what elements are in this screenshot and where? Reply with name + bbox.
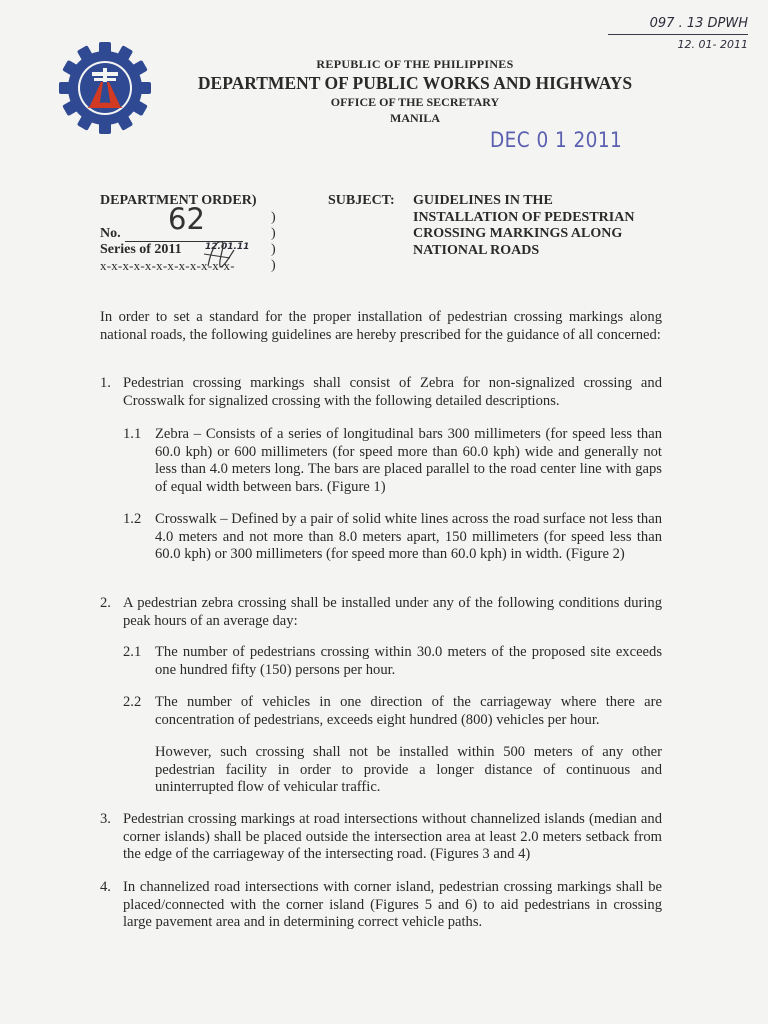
item-1-2-text: Crosswalk – Defined by a pair of solid white lines across the road surface not less than 4.0 meters and not more than 8.0 meters apart, 150 millimeters (for speed less than 60.0 kph) or 300 millimeters (for speed more than 60.0 kph) in width. (Figure 2) (155, 511, 662, 562)
subject-label: SUBJECT: (328, 193, 395, 208)
intro-paragraph: In order to set a standard for the proper installation of pedestrian crossing markings along national roads, the following guidelines are hereby prescribed for the guidance of all concerned: (100, 309, 662, 343)
item-number: 3. (100, 811, 111, 827)
department-order-label: DEPARTMENT ORDER) (100, 193, 257, 208)
date-received-stamp: DEC 0 1 2011 (490, 128, 623, 152)
handwritten-initials (200, 236, 240, 272)
handwritten-reference-line1: 097 . 13 DPWH (649, 16, 748, 31)
subject-line: INSTALLATION OF PEDESTRIAN (413, 209, 635, 225)
item-number: 2.2 (123, 694, 142, 710)
item-1-text: Pedestrian crossing markings shall consist of Zebra for non-signalized crossing and Crosswalk for signalized crossing with the following detailed descriptions. (123, 375, 662, 409)
subject-line: NATIONAL ROADS (413, 242, 540, 258)
item-1-1-text: Zebra – Consists of a series of longitudinal bars 300 millimeters (for speed less than 60.0 kph) or 600 millimeters (for speed more than 60.0 kph) wide and generally not less than 4.0 meters long. The bars are placed parallel to the road center line with gaps of equal width between bars. (Figure 1) (155, 426, 662, 495)
order-separator: x-x-x-x-x-x-x-x-x-x-x-x- (100, 258, 235, 273)
handwritten-reference (598, 14, 748, 54)
header-city: MANILA (390, 111, 440, 125)
dpwh-seal-logo (59, 42, 151, 134)
order-number-handwritten: 62 (168, 202, 205, 236)
order-paren-1: ) (271, 210, 276, 225)
order-no-label: No. (100, 226, 121, 241)
item-number: 2.1 (123, 644, 142, 660)
item-2-1-text: The number of pedestrians crossing within 30.0 meters of the proposed site exceeds one hundred fifty (150) persons per hour. (155, 644, 662, 678)
order-paren-3: ) (271, 242, 276, 257)
item-3-text: Pedestrian crossing markings at road intersections without channelized islands (median and corner islands) shall be placed outside the intersection area at least 2.0 meters setback from the edge of the carriageway of the intersecting road. (Figures 3 and 4) (123, 811, 662, 862)
order-paren-2: ) (271, 226, 276, 241)
header-department: DEPARTMENT OF PUBLIC WORKS AND HIGHWAYS (197, 73, 633, 93)
header-republic: REPUBLIC OF THE PHILIPPINES (316, 57, 514, 71)
item-number: 2. (100, 595, 111, 611)
item-number: 1.2 (123, 511, 142, 527)
subject-line: GUIDELINES IN THE (413, 193, 553, 208)
item-2-2-text: The number of vehicles in one direction of the carriageway where there are concentration of pedestrians, exceeds eight hundred (800) vehicles per hour. (155, 694, 662, 728)
order-paren-4: ) (271, 258, 276, 273)
item-number: 1. (100, 375, 111, 391)
item-number: 4. (100, 879, 111, 895)
item-2-text: A pedestrian zebra crossing shall be installed under any of the following conditions during peak hours of an average day: (123, 595, 662, 629)
subject-lines (413, 193, 634, 259)
series-label: Series of 2011 (100, 242, 182, 257)
series-handwritten-date: 12.01.11 (205, 242, 250, 252)
subject-line: CROSSING MARKINGS ALONG (413, 226, 623, 241)
item-number: 1.1 (123, 426, 142, 442)
header-office: OFFICE OF THE SECRETARY (330, 95, 500, 109)
item-4-text: In channelized road intersections with corner island, pedestrian crossing markings shall be placed/connected with the corner island (Figures 5 and 6) to aid pedestrians in crossing large pavement area and in determining correct vehicle paths. (123, 879, 662, 930)
handwritten-reference-line2: 12. 01- 2011 (677, 38, 748, 51)
item-2-2-note: However, such crossing shall not be installed within 500 meters of any other pedestrian facility in order to provide a longer distance of continuous and uninterrupted flow of vehicular traffic. (155, 744, 662, 795)
